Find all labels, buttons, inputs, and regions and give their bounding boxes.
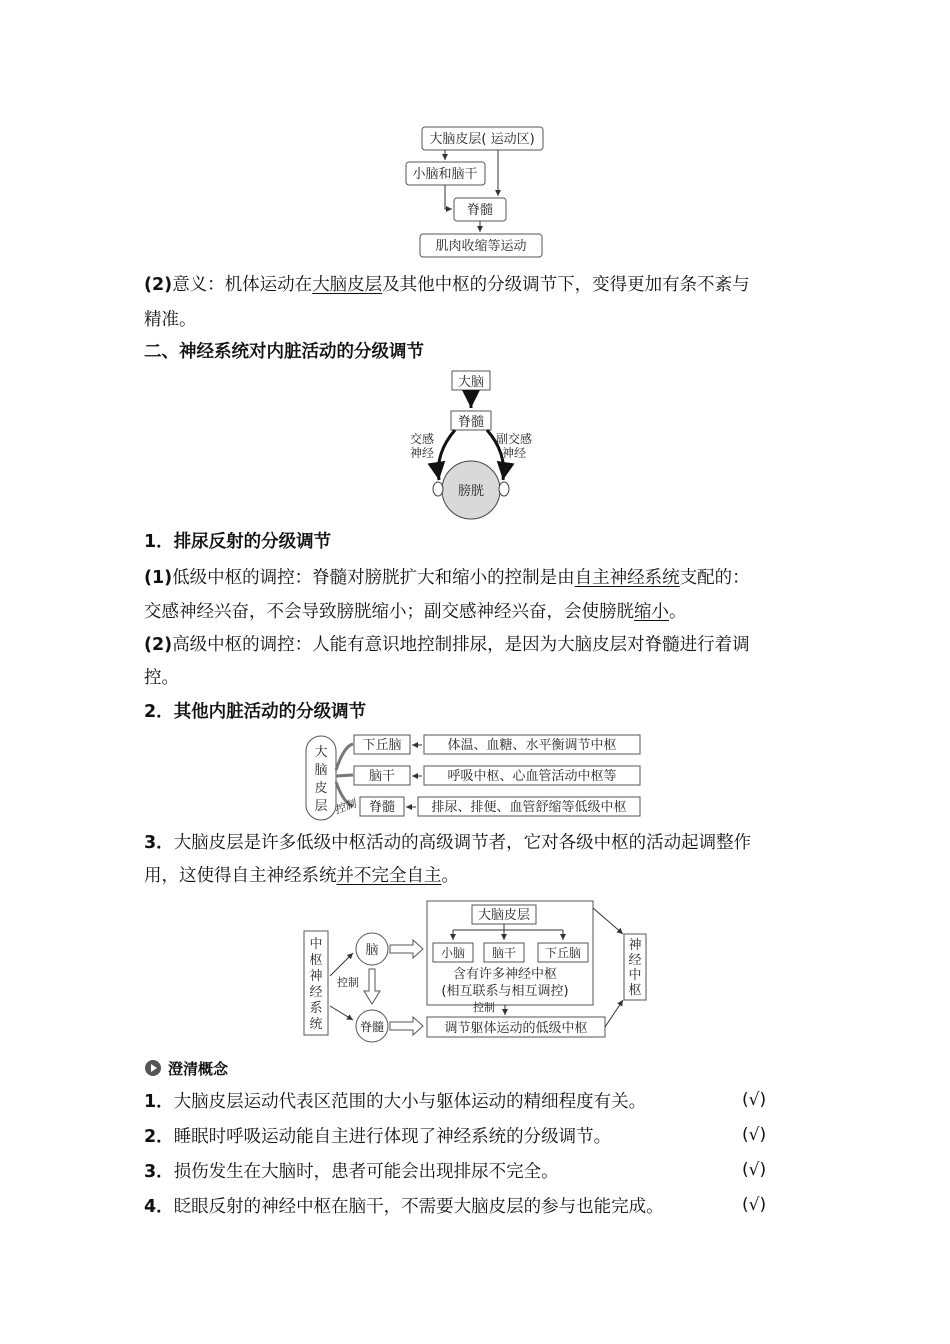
motor-hierarchy-diagram: [395, 120, 555, 262]
meaning-underline: 大脑皮层: [312, 275, 383, 295]
bladder-control-diagram: [405, 368, 545, 520]
cortex-char-3: 皮: [314, 781, 328, 796]
clarify-item-2-text: 睡眠时呼吸运动能自主进行体现了神经系统的分级调节。: [173, 1127, 612, 1147]
brainstem-box-label: 脑干: [491, 946, 517, 960]
note-line-1: 含有许多神经中枢: [452, 967, 558, 982]
spinal-circle-label: 脊髓: [359, 1020, 385, 1034]
clarify-header: [144, 1057, 228, 1079]
p1-text-b: 支配的：: [679, 568, 750, 588]
heading-2-text: 其他内脏活动的分级调节: [173, 702, 367, 722]
row1-right-label: 体温、血糖、水平衡调节中枢: [447, 738, 617, 753]
cortex-motor-label: 大脑皮层( 运动区): [429, 132, 535, 147]
row1-left-label: 下丘脑: [362, 738, 402, 753]
nerve-char-1: 神: [628, 938, 642, 953]
clarify-item-3-num: 3．: [144, 1162, 174, 1182]
clarify-item-2: [144, 1125, 611, 1149]
sympathetic-label-2: 神经: [410, 446, 435, 460]
cns-char-5: 系: [309, 1001, 323, 1016]
meaning-line-2: 精准。: [144, 310, 197, 330]
parasympathetic-label-1: 副交感: [496, 432, 533, 446]
meaning-line-1: [144, 273, 750, 297]
p3-line2-a: 用，这使得自主神经系统: [144, 866, 337, 886]
cortex-box-label: 大脑皮层: [477, 908, 531, 923]
cns-char-2: 枢: [309, 953, 323, 968]
cns-char-4: 经: [309, 985, 323, 1000]
brain-label: 大脑: [457, 375, 485, 390]
note-line-2: (相互联系与相互调控): [441, 984, 569, 999]
p1-text-a: 低级中枢的调控：脊髓对膀胱扩大和缩小的控制是由: [172, 568, 575, 588]
p1-line2-underline: 缩小: [634, 602, 669, 622]
p2-line-1: [144, 633, 750, 657]
hypothalamus-box-label: 下丘脑: [544, 946, 582, 960]
heading-1-num: 1．: [144, 532, 174, 552]
sympathetic-label-1: 交感: [410, 432, 435, 446]
nerve-char-2: 经: [628, 953, 642, 968]
clarify-item-1-text: 大脑皮层运动代表区范围的大小与躯体运动的精细程度有关。: [173, 1092, 647, 1112]
section2-title: 二、神经系统对内脏活动的分级调节: [144, 342, 424, 362]
clarify-title: 澄清概念: [168, 1059, 229, 1078]
clarify-item-1: [144, 1090, 646, 1114]
cns-structure-diagram: [300, 896, 660, 1048]
p2-text-a: 高级中枢的调控：人能有意识地控制排尿，是因为大脑皮层对脊髓进行着调: [172, 635, 750, 655]
cortex-char-2: 脑: [314, 763, 328, 778]
clarify-item-4-text: 眨眼反射的神经中枢在脑干，不需要大脑皮层的参与也能完成。: [173, 1197, 664, 1217]
visceral-regulation-diagram: [300, 730, 650, 826]
meaning-text-b: 及其他中枢的分级调节下，变得更加有条不紊与: [382, 275, 750, 295]
row2-right-label: 呼吸中枢、心血管活动中枢等: [447, 769, 617, 784]
brain-circle-label: 脑: [365, 943, 379, 958]
p3-line2-underline: 并不完全自主: [336, 866, 442, 886]
control-label-middle: 控制: [473, 1001, 495, 1014]
muscle-label: 肌肉收缩等运动: [435, 239, 527, 254]
meaning-prefix: (2): [144, 275, 173, 295]
parasympathetic-label-2: 神经: [502, 446, 527, 460]
p2-line-2: 控。: [144, 668, 179, 688]
heading-2: [144, 700, 366, 724]
clarify-item-3-mark: (√): [742, 1160, 767, 1180]
p1-line-1: [144, 566, 750, 590]
clarify-item-1-num: 1．: [144, 1092, 174, 1112]
heading-2-num: 2．: [144, 702, 174, 722]
bladder-label: 膀胱: [457, 484, 485, 499]
cns-char-3: 神: [309, 969, 323, 984]
p3-line2-b: 。: [441, 866, 459, 886]
spinal-cord-label: 脊髓: [457, 415, 485, 430]
cerebellum-box-label: 小脑: [440, 946, 466, 960]
p1-line2-b: 。: [669, 602, 687, 622]
p1-underline: 自主神经系统: [574, 568, 680, 588]
cerebellum-label: 小脑和脑干: [412, 167, 478, 182]
p3-num: 3．: [144, 833, 174, 853]
clarify-item-4: [144, 1195, 664, 1219]
p1-prefix: (1): [144, 568, 173, 588]
clarify-item-2-num: 2．: [144, 1127, 174, 1147]
cortex-char-4: 层: [314, 799, 328, 814]
clarify-item-4-num: 4．: [144, 1197, 174, 1217]
lower-center-label: 调节躯体运动的低级中枢: [444, 1021, 588, 1036]
control-label-left: 控制: [337, 976, 359, 989]
cns-char-1: 中: [309, 937, 323, 952]
control-label: 控制: [332, 797, 358, 817]
clarify-item-4-mark: (√): [742, 1195, 767, 1215]
clarify-item-3: [144, 1160, 559, 1184]
row3-right-label: 排尿、排便、血管舒缩等低级中枢: [431, 800, 627, 815]
clarify-item-2-mark: (√): [742, 1125, 767, 1145]
row3-left-label: 脊髓: [368, 800, 396, 815]
row2-left-label: 脑干: [368, 769, 396, 784]
cns-char-6: 统: [309, 1017, 323, 1032]
p2-prefix: (2): [144, 635, 173, 655]
heading-1: [144, 530, 331, 554]
nerve-char-4: 枢: [628, 983, 642, 998]
heading-1-text: 排尿反射的分级调节: [173, 532, 332, 552]
clarify-item-3-text: 损伤发生在大脑时，患者可能会出现排尿不完全。: [173, 1162, 559, 1182]
clarify-item-1-mark: (√): [742, 1090, 767, 1110]
p1-line-2: [144, 600, 687, 624]
p3-line-2: [144, 864, 459, 888]
p1-line2-a: 交感神经兴奋，不会导致膀胱缩小；副交感神经兴奋，会使膀胱: [144, 602, 634, 622]
play-badge-icon: [144, 1059, 166, 1077]
p3-line-1: [144, 831, 751, 855]
cortex-char-1: 大: [314, 745, 328, 760]
nerve-char-3: 中: [628, 968, 642, 983]
meaning-text-a: 意义：机体运动在: [172, 275, 313, 295]
spinal-label: 脊髓: [466, 203, 494, 218]
p3-text-a: 大脑皮层是许多低级中枢活动的高级调节者，它对各级中枢的活动起调整作: [173, 833, 752, 853]
